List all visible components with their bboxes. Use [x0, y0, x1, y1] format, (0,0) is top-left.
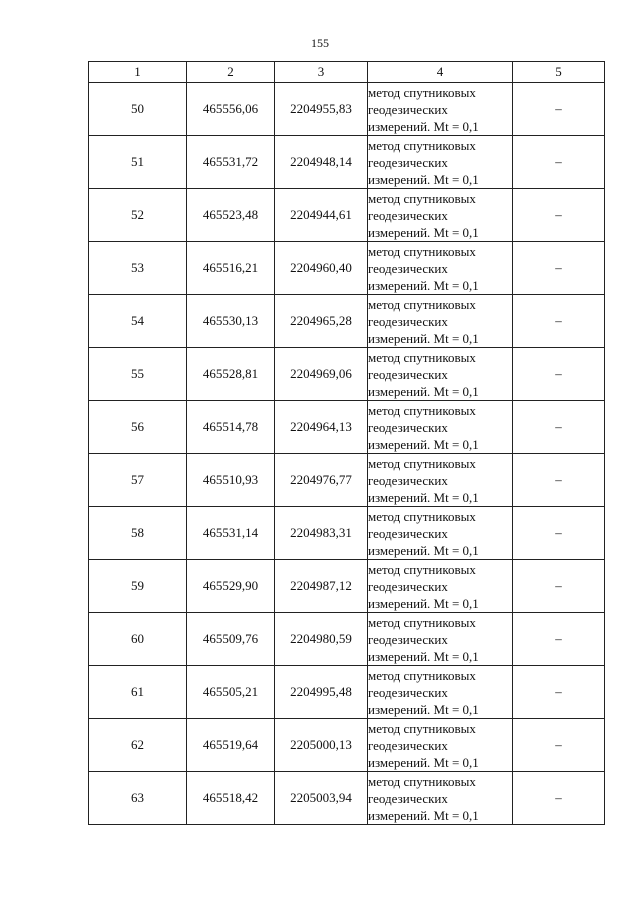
x-coordinate-cell: 465528,81 — [187, 348, 275, 401]
note-cell: – — [513, 772, 605, 825]
method-cell — [368, 719, 513, 772]
y-coordinate-cell: 2204964,13 — [275, 401, 368, 454]
method-text-line: измерений. Mt = 0,1 — [368, 118, 479, 134]
table-row — [89, 83, 605, 136]
y-coordinate-cell: 2204960,40 — [275, 242, 368, 295]
table-header-row — [89, 62, 605, 83]
point-number-cell: 59 — [89, 560, 187, 613]
note-cell: – — [513, 348, 605, 401]
method-cell — [368, 189, 513, 242]
table-row — [89, 136, 605, 189]
method-text-line: измерений. Mt = 0,1 — [368, 224, 479, 240]
method-text-line: измерений. Mt = 0,1 — [368, 542, 479, 558]
note-cell: – — [513, 454, 605, 507]
point-number-cell: 58 — [89, 507, 187, 560]
method-text-line: измерений. Mt = 0,1 — [368, 383, 479, 399]
y-coordinate-cell: 2204980,59 — [275, 613, 368, 666]
x-coordinate-cell: 465509,76 — [187, 613, 275, 666]
method-cell — [368, 401, 513, 454]
y-coordinate-cell: 2205000,13 — [275, 719, 368, 772]
method-text-line: метод спутниковых — [368, 614, 476, 630]
column-header-3: 3 — [275, 62, 368, 83]
x-coordinate-cell: 465518,42 — [187, 772, 275, 825]
method-text-line: измерений. Mt = 0,1 — [368, 754, 479, 770]
point-number-cell: 62 — [89, 719, 187, 772]
point-number-cell: 61 — [89, 666, 187, 719]
point-number-cell: 50 — [89, 83, 187, 136]
point-number-cell: 53 — [89, 242, 187, 295]
point-number-cell: 55 — [89, 348, 187, 401]
method-text-line: метод спутниковых — [368, 296, 476, 312]
method-text-line: метод спутниковых — [368, 84, 476, 100]
x-coordinate-cell: 465530,13 — [187, 295, 275, 348]
method-cell — [368, 666, 513, 719]
point-number-cell: 57 — [89, 454, 187, 507]
x-coordinate-cell: 465556,06 — [187, 83, 275, 136]
note-cell: – — [513, 719, 605, 772]
method-text-line: геодезических — [368, 737, 448, 753]
method-text-line: геодезических — [368, 154, 448, 170]
note-cell: – — [513, 401, 605, 454]
method-text-line: измерений. Mt = 0,1 — [368, 436, 479, 452]
table-row — [89, 560, 605, 613]
method-text-line: измерений. Mt = 0,1 — [368, 171, 479, 187]
method-text-line: метод спутниковых — [368, 720, 476, 736]
method-text-line: метод спутниковых — [368, 773, 476, 789]
method-text-line: геодезических — [368, 260, 448, 276]
method-text-line: геодезических — [368, 419, 448, 435]
note-cell: – — [513, 613, 605, 666]
point-number-cell: 63 — [89, 772, 187, 825]
method-cell — [368, 772, 513, 825]
y-coordinate-cell: 2204983,31 — [275, 507, 368, 560]
method-text-line: геодезических — [368, 631, 448, 647]
method-text-line: геодезических — [368, 684, 448, 700]
y-coordinate-cell: 2205003,94 — [275, 772, 368, 825]
table-body — [89, 83, 605, 825]
y-coordinate-cell: 2204969,06 — [275, 348, 368, 401]
point-number-cell: 54 — [89, 295, 187, 348]
point-number-cell: 56 — [89, 401, 187, 454]
x-coordinate-cell: 465514,78 — [187, 401, 275, 454]
x-coordinate-cell: 465523,48 — [187, 189, 275, 242]
method-text-line: метод спутниковых — [368, 349, 476, 365]
method-cell — [368, 613, 513, 666]
method-text-line: метод спутниковых — [368, 508, 476, 524]
method-text-line: геодезических — [368, 313, 448, 329]
method-text-line: геодезических — [368, 207, 448, 223]
method-text-line: геодезических — [368, 472, 448, 488]
method-cell — [368, 507, 513, 560]
table-row — [89, 242, 605, 295]
method-text-line: метод спутниковых — [368, 561, 476, 577]
method-text-line: измерений. Mt = 0,1 — [368, 277, 479, 293]
column-header-5: 5 — [513, 62, 605, 83]
method-text-line: измерений. Mt = 0,1 — [368, 701, 479, 717]
method-text-line: метод спутниковых — [368, 243, 476, 259]
method-text-line: измерений. Mt = 0,1 — [368, 648, 479, 664]
method-text-line: геодезических — [368, 525, 448, 541]
method-cell — [368, 83, 513, 136]
y-coordinate-cell: 2204976,77 — [275, 454, 368, 507]
x-coordinate-cell: 465505,21 — [187, 666, 275, 719]
method-text-line: геодезических — [368, 790, 448, 806]
method-text-line: метод спутниковых — [368, 190, 476, 206]
method-text-line: геодезических — [368, 101, 448, 117]
table-row — [89, 507, 605, 560]
x-coordinate-cell: 465510,93 — [187, 454, 275, 507]
method-cell — [368, 560, 513, 613]
method-text-line: измерений. Mt = 0,1 — [368, 330, 479, 346]
method-text-line: измерений. Mt = 0,1 — [368, 595, 479, 611]
x-coordinate-cell: 465529,90 — [187, 560, 275, 613]
point-number-cell: 51 — [89, 136, 187, 189]
method-text-line: геодезических — [368, 366, 448, 382]
method-cell — [368, 454, 513, 507]
note-cell: – — [513, 242, 605, 295]
method-text-line: метод спутниковых — [368, 455, 476, 471]
table-row — [89, 772, 605, 825]
y-coordinate-cell: 2204944,61 — [275, 189, 368, 242]
table-row — [89, 401, 605, 454]
table-row — [89, 295, 605, 348]
table-row — [89, 613, 605, 666]
x-coordinate-cell: 465531,72 — [187, 136, 275, 189]
method-cell — [368, 295, 513, 348]
method-cell — [368, 136, 513, 189]
x-coordinate-cell: 465519,64 — [187, 719, 275, 772]
page-number: 155 — [311, 36, 329, 50]
note-cell: – — [513, 295, 605, 348]
method-text-line: измерений. Mt = 0,1 — [368, 807, 479, 823]
table-row — [89, 454, 605, 507]
column-header-1: 1 — [89, 62, 187, 83]
point-number-cell: 52 — [89, 189, 187, 242]
note-cell: – — [513, 189, 605, 242]
column-header-4: 4 — [368, 62, 513, 83]
y-coordinate-cell: 2204948,14 — [275, 136, 368, 189]
column-header-2: 2 — [187, 62, 275, 83]
method-cell — [368, 242, 513, 295]
method-text-line: измерений. Mt = 0,1 — [368, 489, 479, 505]
method-text-line: метод спутниковых — [368, 667, 476, 683]
x-coordinate-cell: 465531,14 — [187, 507, 275, 560]
note-cell: – — [513, 560, 605, 613]
y-coordinate-cell: 2204955,83 — [275, 83, 368, 136]
note-cell: – — [513, 666, 605, 719]
coordinates-table — [88, 61, 605, 825]
method-text-line: геодезических — [368, 578, 448, 594]
method-text-line: метод спутниковых — [368, 137, 476, 153]
method-cell — [368, 348, 513, 401]
table-row — [89, 719, 605, 772]
x-coordinate-cell: 465516,21 — [187, 242, 275, 295]
note-cell: – — [513, 136, 605, 189]
y-coordinate-cell: 2204995,48 — [275, 666, 368, 719]
method-text-line: метод спутниковых — [368, 402, 476, 418]
note-cell: – — [513, 507, 605, 560]
table-row — [89, 666, 605, 719]
table-row — [89, 189, 605, 242]
point-number-cell: 60 — [89, 613, 187, 666]
y-coordinate-cell: 2204965,28 — [275, 295, 368, 348]
y-coordinate-cell: 2204987,12 — [275, 560, 368, 613]
note-cell: – — [513, 83, 605, 136]
table-row — [89, 348, 605, 401]
